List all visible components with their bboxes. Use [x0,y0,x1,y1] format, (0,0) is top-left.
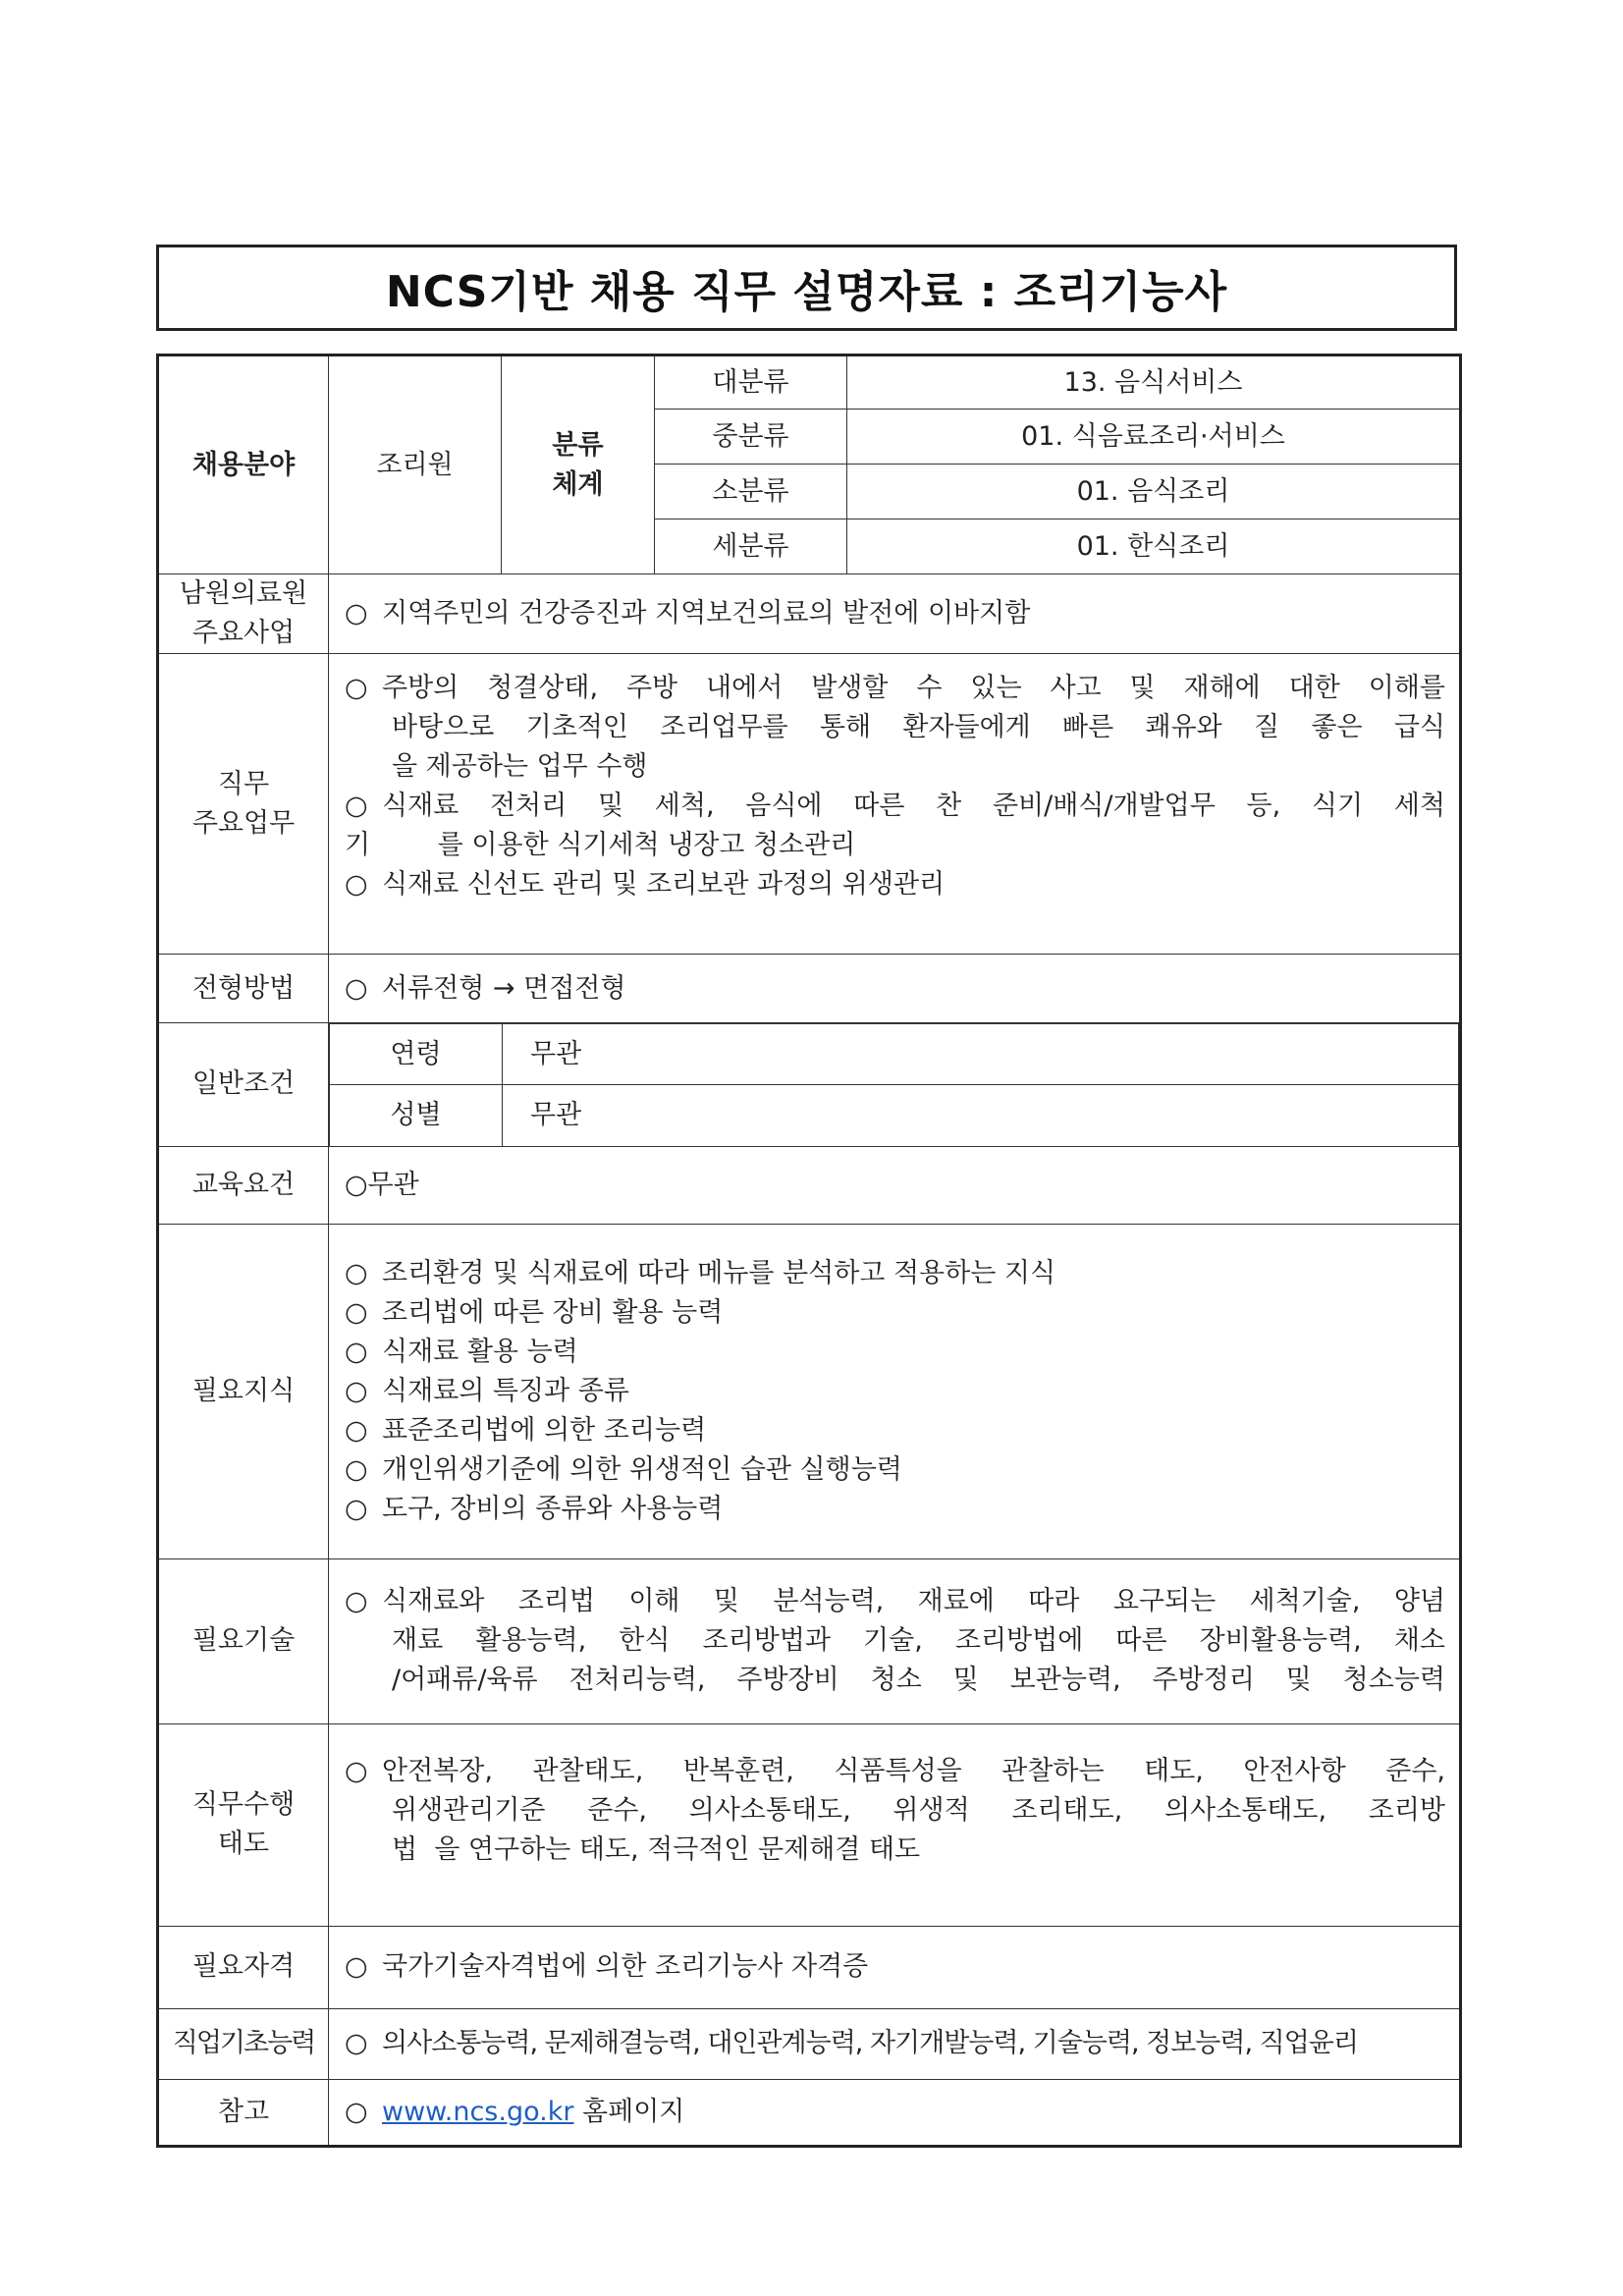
duty-item-continued: 을 제공하는 업무 수행 [392,751,648,782]
skills-line: /어패류/육류 전처리능력, 주방장비 청소 및 보관능력, 주방정리 및 청소능력 [392,1665,1445,1695]
education-text: ○무관 [329,1146,1461,1224]
general-conditions-table [329,1023,1459,1146]
business-content [329,574,1461,654]
detail-category-label: 세분류 [655,519,847,574]
attitude-content [329,1723,1461,1926]
business-row [158,574,1461,654]
attitude-label [158,1723,329,1926]
age-value: 무관 [503,1024,1459,1085]
business-label-line1: 남원의료원 [179,578,308,609]
knowledge-item: ○ 식재료의 특징과 종류 [345,1372,1445,1411]
field-value: 조리원 [329,355,502,574]
skills-content [329,1558,1461,1723]
reference-suffix: 홈페이지 [573,2096,685,2127]
duty-item: ○ 식재료 신선도 관리 및 조리보관 과정의 위생관리 [345,865,1445,904]
bullet-icon: ○ [345,791,368,821]
certificate-row [158,1926,1461,2008]
bullet-icon: ○ [345,1257,368,1288]
knowledge-row [158,1224,1461,1558]
knowledge-item: ○ 조리환경 및 식재료에 따라 메뉴를 분석하고 적용하는 지식 [345,1254,1445,1293]
gender-value: 무관 [503,1085,1459,1146]
business-text: 지역주민의 건강증진과 지역보건의료의 발전에 이바지함 [382,598,1031,629]
knowledge-item: ○ 조리법에 따른 장비 활용 능력 [345,1293,1445,1333]
attitude-line: 법 을 연구하는 태도, 적극적인 문제해결 태도 [392,1833,921,1865]
duties-row [158,654,1461,955]
attitude-line: 위생관리기준 준수, 의사소통태도, 위생적 조리태도, 의사소통태도, 조리방 [392,1794,1445,1826]
title-box [156,245,1457,331]
general-content [329,1023,1461,1147]
bullet-icon: ○ [345,869,368,900]
middle-category-label: 중분류 [655,410,847,465]
job-description-table [156,354,1462,2148]
knowledge-label: 필요지식 [158,1224,329,1558]
bullet-icon: ○ [345,1755,368,1786]
field-label: 채용분야 [158,355,329,574]
selection-label: 전형방법 [158,955,329,1023]
education-label: 교육요건 [158,1146,329,1224]
selection-content [329,955,1461,1023]
skills-line: 재료 활용능력, 한식 조리방법과 기술, 조리방법에 따른 장비활용능력, 채소 [392,1625,1445,1656]
business-label-line2: 주요사업 [191,618,296,648]
middle-category-value: 01. 식음료조리·서비스 [847,410,1461,465]
selection-row [158,955,1461,1023]
skills-line: ○ 식재료와 조리법 이해 및 분석능력, 재료에 따라 요구되는 세척기술, 양념 [345,1582,1445,1621]
skills-label: 필요기술 [158,1558,329,1723]
bullet-icon: ○ [345,2028,367,2058]
age-label: 연령 [330,1024,503,1085]
classification-row [158,355,1461,410]
certificate-label: 필요자격 [158,1926,329,2008]
ncs-website-link[interactable]: www.ncs.go.kr [382,2096,574,2127]
classification-label-line1: 분류 [552,429,604,461]
detail-category-value: 01. 한식조리 [847,519,1461,574]
classification-label-line2: 체계 [552,468,604,500]
general-label: 일반조건 [158,1023,329,1147]
bullet-icon: ○ [345,1951,368,1982]
duty-item-continued: 기 를 이용한 식기세척 냉장고 청소관리 [345,830,856,860]
duties-label-line2: 주요업무 [191,807,296,839]
bullet-icon: ○ [345,1336,368,1367]
bullet-icon: ○ [345,1453,368,1485]
basic-ability-label: 직업기초능력 [158,2008,329,2079]
general-row [158,1023,1461,1147]
knowledge-item: ○ 표준조리법에 의한 조리능력 [345,1411,1445,1450]
duty-item-continued: 바탕으로 기초적인 조리업무를 통해 환자들에게 빠른 쾌유와 질 좋은 급식 [392,712,1445,742]
condition-row [330,1024,1459,1085]
reference-row [158,2079,1461,2146]
gender-label: 성별 [330,1085,503,1146]
bullet-icon: ○ [345,972,368,1004]
basic-ability-row [158,2008,1461,2079]
business-label [158,574,329,654]
certificate-text: 국가기술자격법에 의한 조리기능사 자격증 [382,1951,869,1982]
condition-row [330,1085,1459,1146]
basic-ability-content [329,2008,1461,2079]
knowledge-item: ○ 개인위생기준에 의한 위생적인 습관 실행능력 [345,1450,1445,1490]
duties-label-line1: 직무 [217,768,270,799]
bullet-icon: ○ [345,2096,368,2127]
attitude-row [158,1723,1461,1926]
selection-text: 서류전형 → 면접전형 [382,972,626,1004]
major-category-value: 13. 음식서비스 [847,355,1461,410]
duty-item: ○ 주방의 청결상태, 주방 내에서 발생할 수 있는 사고 및 재해에 대한 이해를 [345,669,1445,708]
attitude-label-line2: 태도 [217,1829,270,1859]
bullet-icon: ○ [345,1296,368,1328]
minor-category-value: 01. 음식조리 [847,465,1461,519]
page-title: NCS기반 채용 직무 설명자료 : 조리기능사 [385,267,1228,317]
reference-content [329,2079,1461,2146]
duty-item: ○ 식재료 전처리 및 세척, 음식에 따른 찬 준비/배식/개발업무 등, 식기 세척 [345,787,1445,826]
bullet-icon: ○ [345,1375,368,1406]
skills-row [158,1558,1461,1723]
duties-label [158,654,329,955]
bullet-icon: ○ [345,1414,368,1446]
attitude-line: ○ 안전복장, 관찰태도, 반복훈련, 식품특성을 관찰하는 태도, 안전사항 준수, [345,1752,1445,1791]
bullet-icon: ○ [345,673,368,703]
basic-ability-text: 의사소통능력, 문제해결능력, 대인관계능력, 자기개발능력, 기술능력, 정보능력, 직업윤리 [382,2028,1358,2058]
knowledge-item: ○ 도구, 장비의 종류와 사용능력 [345,1490,1445,1529]
classification-label [502,355,655,574]
reference-label: 참고 [158,2079,329,2146]
duties-content [329,654,1461,955]
certificate-content [329,1926,1461,2008]
knowledge-content [329,1224,1461,1558]
education-row [158,1146,1461,1224]
bullet-icon: ○ [345,598,368,629]
major-category-label: 대분류 [655,355,847,410]
knowledge-item: ○ 식재료 활용 능력 [345,1333,1445,1372]
bullet-icon: ○ [345,1586,368,1616]
attitude-label-line1: 직무수행 [191,1789,296,1820]
minor-category-label: 소분류 [655,465,847,519]
bullet-icon: ○ [345,1493,368,1524]
